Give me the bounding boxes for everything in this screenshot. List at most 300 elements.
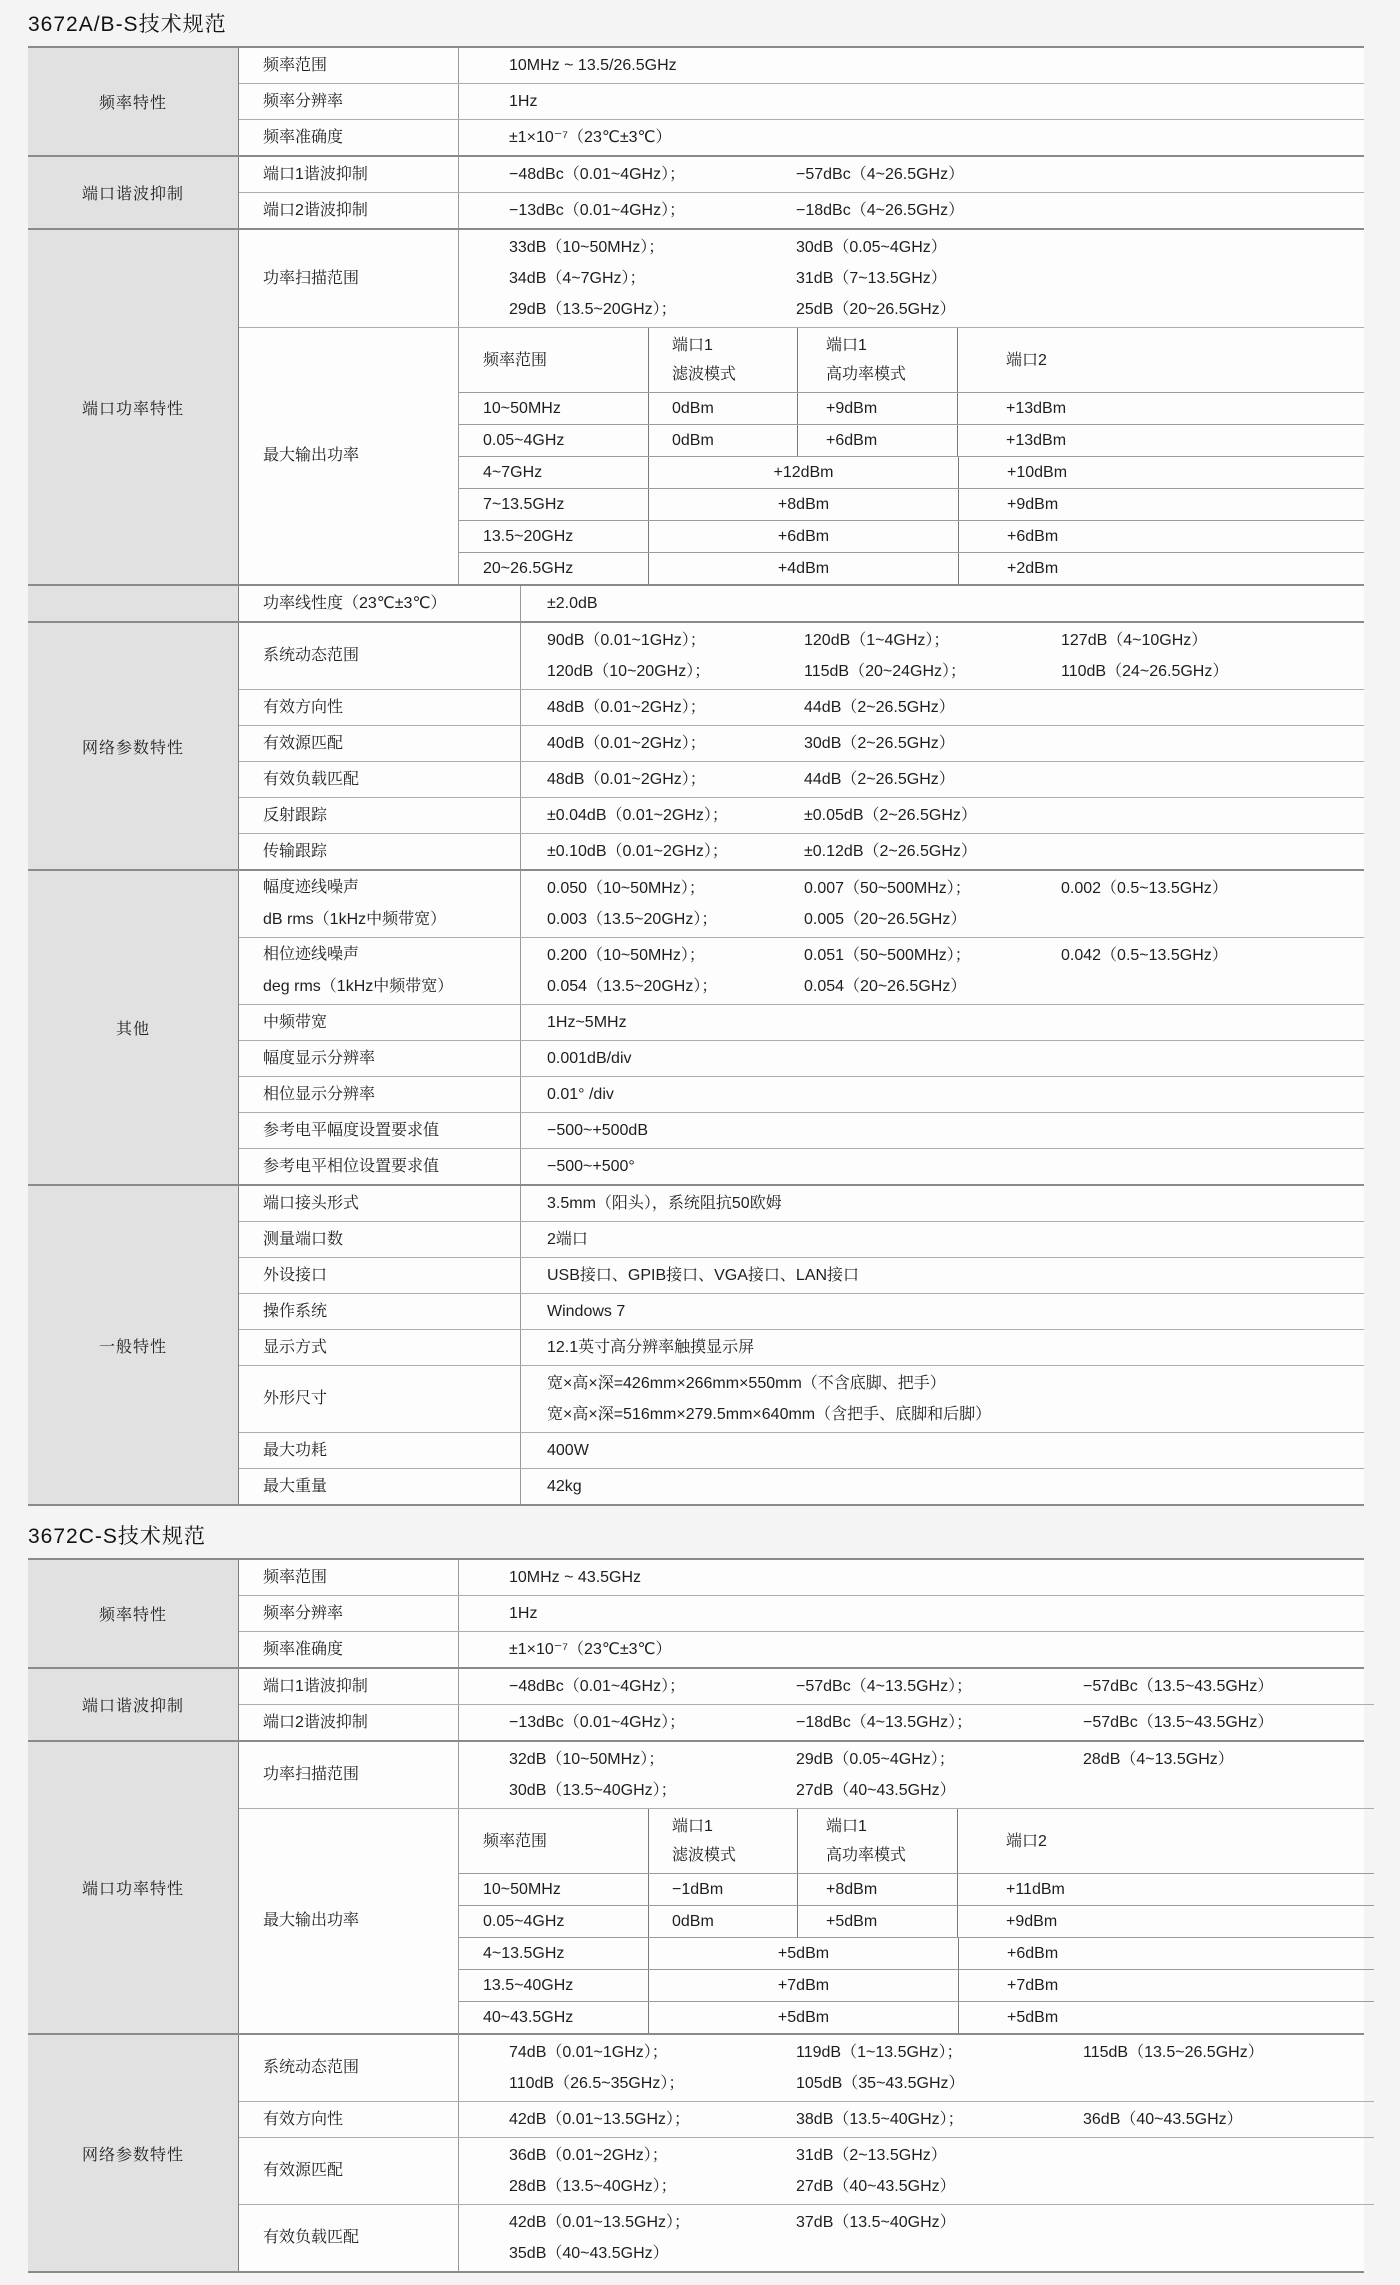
- row-value: [521, 762, 1364, 797]
- spec-row: [239, 1186, 1364, 1221]
- row-label-line: dB rms（1kHz中频带宽）: [263, 911, 447, 928]
- value-line: [509, 50, 1360, 81]
- row-value: [521, 938, 1364, 1004]
- row-label-line: 系统动态范围: [263, 647, 360, 664]
- cell-frequency-range: 13.5~20GHz: [459, 521, 649, 552]
- cell-port2: +13dBm: [1006, 431, 1067, 449]
- value-line: [509, 2068, 1370, 2099]
- spec-row: [239, 833, 1364, 869]
- row-value: [459, 1742, 1374, 1808]
- value-segment: 120dB（1~4GHz）；: [804, 632, 950, 649]
- value-line: [547, 836, 1360, 867]
- spec-table: [28, 1558, 1364, 2273]
- value-segment: 0.001dB/div: [547, 1050, 632, 1067]
- row-label-line: 传输跟踪: [263, 842, 328, 860]
- value-segment: ±0.12dB（2~26.5GHz）: [804, 843, 977, 860]
- subtable-row: [459, 1969, 1374, 2001]
- value-segment: 115dB（20~24GHz）；: [804, 663, 967, 680]
- row-value: [521, 1294, 1364, 1329]
- spec-row: [239, 2137, 1374, 2204]
- cell-frequency-range: 7~13.5GHz: [459, 489, 649, 520]
- value-line: [547, 1471, 1360, 1502]
- row-label-line: 功率扫描范围: [263, 1766, 360, 1783]
- value-segment: −500~+500°: [547, 1158, 635, 1175]
- value-segment: ±1×10⁻⁷（23℃±3℃）: [509, 129, 672, 146]
- spec-row: [239, 1468, 1364, 1504]
- cell-port1-high-power-mode: +8dBm: [798, 1874, 958, 1905]
- value-line: [547, 1043, 1360, 1074]
- value-segment: −57dBc（4~26.5GHz）: [796, 166, 965, 183]
- spec-row: [239, 689, 1364, 725]
- spec-row: [239, 761, 1364, 797]
- value-segment: 10MHz ~ 43.5GHz: [509, 1569, 642, 1586]
- row-label-line: 相位显示分辨率: [263, 1085, 376, 1103]
- subtable-row: [459, 552, 1364, 584]
- value-line: [547, 904, 1360, 935]
- section-label: 频率特性: [28, 48, 239, 155]
- row-label: [239, 1330, 521, 1365]
- row-label: [239, 2035, 459, 2101]
- value-line: [547, 1296, 1360, 1327]
- value-segment: 110dB（24~26.5GHz）: [1061, 663, 1229, 680]
- row-value: [459, 2102, 1374, 2137]
- column-header-line: 滤波模式: [672, 1847, 737, 1864]
- column-header: [798, 328, 958, 392]
- value-segment: ±0.10dB（0.01~2GHz）；: [547, 843, 728, 860]
- value-segment: USB接口、GPIB接口、VGA接口、LAN接口: [547, 1267, 860, 1284]
- cell-port1-high-power-mode: +9dBm: [798, 393, 958, 424]
- cell-port1-filter-mode: 0dBm: [649, 425, 798, 456]
- row-label: [239, 1433, 521, 1468]
- row-label-line: 端口1谐波抑制: [263, 1677, 368, 1695]
- row-label: [239, 834, 521, 869]
- row-label-line: 有效负载匹配: [263, 2229, 360, 2246]
- section-label: [28, 586, 239, 621]
- subtable-row: [459, 520, 1364, 552]
- column-header: [958, 328, 1364, 392]
- value-segment: 44dB（2~26.5GHz）: [804, 699, 955, 716]
- spec-table-block: [28, 10, 1400, 1518]
- row-value: [521, 1149, 1364, 1184]
- row-label-line: 参考电平相位设置要求值: [263, 1157, 440, 1175]
- spec-row: [239, 1221, 1364, 1257]
- value-segment: 0.050（10~50MHz）；: [547, 880, 705, 897]
- row-value: [521, 1005, 1364, 1040]
- row-label: [239, 120, 459, 155]
- table-title: 3672A/B-S技术规范: [28, 13, 227, 36]
- value-segment: −48dBc（0.01~4GHz）；: [509, 166, 686, 183]
- cell-port2: +9dBm: [1007, 495, 1059, 513]
- row-value: [459, 1596, 1364, 1631]
- subtable-header-row: [459, 328, 1364, 392]
- value-line: [547, 1007, 1360, 1038]
- section-harmonic: [28, 1669, 1364, 1742]
- value-segment: ±0.04dB（0.01~2GHz）；: [547, 807, 728, 824]
- value-line: [547, 1115, 1360, 1146]
- row-value: [521, 1433, 1364, 1468]
- value-line: [509, 1598, 1360, 1629]
- subtable-row: [459, 1905, 1374, 1937]
- section-label: 网络参数特性: [28, 623, 239, 869]
- value-segment: 10MHz ~ 13.5/26.5GHz: [509, 57, 677, 74]
- value-segment: 400W: [547, 1442, 589, 1459]
- value-segment: 35dB（40~43.5GHz）: [509, 2245, 669, 2262]
- spec-row: [239, 871, 1364, 937]
- value-segment: 28dB（13.5~40GHz）；: [509, 2178, 677, 2195]
- value-segment: −57dBc（13.5~43.5GHz）: [1083, 1714, 1274, 1731]
- row-value: [521, 1366, 1364, 1432]
- spec-row: [239, 937, 1364, 1004]
- row-label: [239, 798, 521, 833]
- row-value: [521, 871, 1364, 937]
- subtable-row: [459, 424, 1364, 456]
- section-label: 端口功率特性: [28, 1742, 239, 2033]
- row-value: [521, 1113, 1364, 1148]
- spec-row: [239, 192, 1364, 228]
- value-segment: 12.1英寸高分辨率触摸显示屏: [547, 1339, 755, 1356]
- row-label-line: 最大功耗: [263, 1441, 328, 1459]
- row-value: [459, 84, 1364, 119]
- section-rows: [239, 871, 1364, 1184]
- spec-row: [239, 157, 1364, 192]
- row-value: [459, 48, 1364, 83]
- spec-row: [239, 623, 1364, 689]
- section-label: 网络参数特性: [28, 2035, 239, 2271]
- row-label: [239, 1005, 521, 1040]
- row-label: [239, 1560, 459, 1595]
- value-line: [509, 2104, 1370, 2135]
- value-segment: 0.051（50~500MHz）；: [804, 947, 971, 964]
- section-other: [28, 871, 1364, 1186]
- cell-frequency-range: 4~7GHz: [459, 457, 649, 488]
- value-segment: 25dB（20~26.5GHz）: [796, 301, 956, 318]
- row-label-line: 最大输出功率: [263, 1912, 360, 1929]
- column-header: [649, 328, 798, 392]
- value-segment: 110dB（26.5~35GHz）；: [509, 2075, 685, 2092]
- row-value: [459, 1632, 1364, 1667]
- column-header-line: 高功率模式: [826, 366, 907, 383]
- value-segment: 27dB（40~43.5GHz）: [796, 2178, 956, 2195]
- spec-row: [239, 1365, 1364, 1432]
- section-general: [28, 1186, 1364, 1506]
- value-segment: 48dB（0.01~2GHz）；: [547, 771, 706, 788]
- row-label-line: 有效负载匹配: [263, 770, 360, 788]
- value-line: [509, 1634, 1360, 1665]
- row-label: [239, 1705, 459, 1740]
- cell-port2: +2dBm: [1007, 559, 1059, 577]
- value-segment: 0.007（50~500MHz）；: [804, 880, 971, 897]
- value-segment: 120dB（10~20GHz）；: [547, 663, 711, 680]
- cell-port2: +5dBm: [1007, 2008, 1059, 2026]
- column-header-line: 端口2: [1006, 351, 1047, 369]
- value-line: [509, 2207, 1370, 2238]
- section-frequency: [28, 48, 1364, 157]
- cell-port1-filter-mode: 0dBm: [649, 1906, 798, 1937]
- section-rows: [239, 230, 1364, 584]
- row-value: [521, 690, 1364, 725]
- spec-row: [239, 1040, 1364, 1076]
- column-header-line: 频率范围: [483, 351, 548, 369]
- value-segment: 27dB（40~43.5GHz）: [796, 1782, 956, 1799]
- spec-row: [239, 230, 1364, 327]
- section-network: [28, 623, 1364, 871]
- row-value: [521, 1469, 1364, 1504]
- row-label-line: 频率范围: [263, 1568, 328, 1586]
- row-label-line: 功率扫描范围: [263, 269, 360, 287]
- row-label: [239, 157, 459, 192]
- spec-row: [239, 1257, 1364, 1293]
- subtable-row: [459, 2001, 1374, 2033]
- value-segment: ±0.05dB（2~26.5GHz）: [804, 807, 977, 824]
- column-header-line: 端口1: [826, 337, 867, 354]
- column-header: [958, 1809, 1374, 1873]
- spec-row: [239, 1076, 1364, 1112]
- row-label: [239, 1186, 521, 1221]
- value-segment: ±2.0dB: [547, 595, 598, 612]
- value-segment: 30dB（13.5~40GHz）；: [509, 1782, 677, 1799]
- value-line: [509, 1707, 1370, 1738]
- value-segment: −48dBc（0.01~4GHz）；: [509, 1678, 686, 1695]
- subtable-row: [459, 392, 1364, 424]
- section-port-power: [28, 230, 1364, 586]
- section-rows: [239, 586, 1364, 621]
- value-segment: 33dB（10~50MHz）；: [509, 239, 665, 256]
- value-segment: ±1×10⁻⁷（23℃±3℃）: [509, 1641, 672, 1658]
- row-value: [521, 834, 1364, 869]
- column-header: [649, 1809, 798, 1873]
- row-value: [521, 726, 1364, 761]
- spec-row: [239, 797, 1364, 833]
- value-line: [547, 764, 1360, 795]
- spec-row: [239, 1293, 1364, 1329]
- section-label: 端口谐波抑制: [28, 157, 239, 228]
- value-line: [547, 1399, 1360, 1430]
- row-label: [239, 1294, 521, 1329]
- cell-port2: +13dBm: [1006, 399, 1067, 417]
- cell-port2: +11dBm: [1006, 1880, 1065, 1898]
- row-label: [239, 1149, 521, 1184]
- spec-row: [239, 725, 1364, 761]
- value-line: [547, 656, 1360, 687]
- row-label: [239, 1742, 459, 1808]
- section-rows: [239, 623, 1364, 869]
- row-label-line: 相位迹线噪声: [263, 946, 360, 963]
- value-line: [547, 1188, 1360, 1219]
- subtable-header-row: [459, 1809, 1374, 1873]
- value-segment: 32dB（10~50MHz）；: [509, 1751, 665, 1768]
- value-segment: 宽×高×深=426mm×266mm×550mm（不含底脚、把手）: [547, 1375, 946, 1392]
- value-line: [547, 1079, 1360, 1110]
- spec-row: [239, 2204, 1374, 2271]
- value-line: [547, 940, 1360, 971]
- row-label-line: 反射跟踪: [263, 806, 328, 824]
- spec-row: [239, 1631, 1364, 1667]
- cell-port1-merged: +5dBm: [649, 2002, 959, 2033]
- value-segment: 42dB（0.01~13.5GHz）；: [509, 2214, 690, 2231]
- cell-frequency-range: 0.05~4GHz: [459, 425, 649, 456]
- table-gap: [28, 2273, 1400, 2285]
- row-label-line: 端口1谐波抑制: [263, 165, 368, 183]
- cell-port1-merged: +12dBm: [649, 457, 959, 488]
- value-line: [547, 588, 1360, 619]
- cell-port2: +10dBm: [1007, 463, 1068, 481]
- cell-port2: +9dBm: [1006, 1912, 1058, 1930]
- section-rows: [239, 48, 1364, 155]
- spec-row: [239, 1432, 1364, 1468]
- value-line: [547, 625, 1360, 656]
- cell-port2: +6dBm: [1007, 1944, 1059, 1962]
- spec-row: [239, 1112, 1364, 1148]
- value-segment: 44dB（2~26.5GHz）: [804, 771, 955, 788]
- row-label-line: 最大输出功率: [263, 447, 360, 464]
- column-header: [459, 1809, 649, 1873]
- row-label: [239, 2102, 459, 2137]
- value-segment: 127dB（4~10GHz）: [1061, 632, 1208, 649]
- value-segment: 30dB（0.05~4GHz）: [796, 239, 947, 256]
- value-segment: 0.002（0.5~13.5GHz）: [1061, 880, 1228, 897]
- row-value: [459, 230, 1364, 327]
- subtable-row: [459, 488, 1364, 520]
- row-label: [239, 726, 521, 761]
- row-label: [239, 586, 521, 621]
- row-value: [459, 157, 1364, 192]
- value-line: [509, 1671, 1370, 1702]
- value-segment: 30dB（2~26.5GHz）: [804, 735, 955, 752]
- row-value: [521, 1222, 1364, 1257]
- column-header-line: 高功率模式: [826, 1847, 907, 1864]
- section-label: 其他: [28, 871, 239, 1184]
- row-label-line: 功率线性度（23℃±3℃）: [263, 594, 447, 612]
- row-label: [239, 328, 459, 584]
- cell-frequency-range: 10~50MHz: [459, 393, 649, 424]
- section-port-power: [28, 1742, 1364, 2035]
- row-label-line: 显示方式: [263, 1338, 328, 1356]
- row-label: [239, 938, 521, 1004]
- spec-row: [239, 83, 1364, 119]
- spec-row: [239, 2101, 1374, 2137]
- cell-frequency-range: 10~50MHz: [459, 1874, 649, 1905]
- cell-frequency-range: 4~13.5GHz: [459, 1938, 649, 1969]
- value-line: [509, 2171, 1370, 2202]
- value-line: [509, 159, 1360, 190]
- column-header-line: 端口1: [672, 1818, 713, 1835]
- spec-row: [239, 1595, 1364, 1631]
- cell-port1-merged: +4dBm: [649, 553, 959, 584]
- table-title: 3672C-S技术规范: [28, 1525, 206, 1548]
- section-rows: [239, 1669, 1374, 1740]
- table-gap: [28, 1506, 1400, 1518]
- value-segment: 0.003（13.5~20GHz）；: [547, 911, 718, 928]
- spec-row: [239, 1004, 1364, 1040]
- spec-tables-container: [28, 10, 1400, 2285]
- value-line: [509, 1744, 1370, 1775]
- column-header-line: 端口1: [672, 337, 713, 354]
- max-output-power-row: [239, 327, 1364, 584]
- row-label: [239, 1077, 521, 1112]
- spec-row: [239, 119, 1364, 155]
- row-label-line: 有效方向性: [263, 698, 344, 716]
- row-label: [239, 2205, 459, 2271]
- value-line: [547, 971, 1360, 1002]
- value-line: [509, 195, 1360, 226]
- cell-frequency-range: 20~26.5GHz: [459, 553, 649, 584]
- value-segment: −57dBc（4~13.5GHz）；: [796, 1678, 973, 1695]
- row-value: [459, 1669, 1374, 1704]
- spec-table-block: [28, 1522, 1400, 2285]
- row-label-line: 频率范围: [263, 56, 328, 74]
- row-label: [239, 1258, 521, 1293]
- spec-row: [239, 1560, 1364, 1595]
- row-value: [521, 586, 1364, 621]
- row-label-line: 端口2谐波抑制: [263, 201, 368, 219]
- spec-row: [239, 1742, 1374, 1808]
- row-label: [239, 84, 459, 119]
- row-label-line: 最大重量: [263, 1477, 328, 1495]
- value-segment: 1Hz: [509, 1605, 538, 1622]
- row-label-line: 外设接口: [263, 1266, 328, 1284]
- value-line: [509, 86, 1360, 117]
- row-label: [239, 193, 459, 228]
- section-harmonic: [28, 157, 1364, 230]
- value-segment: 74dB（0.01~1GHz）；: [509, 2044, 668, 2061]
- value-segment: 0.042（0.5~13.5GHz）: [1061, 947, 1228, 964]
- value-line: [547, 1332, 1360, 1363]
- section-rows: [239, 1742, 1374, 2033]
- row-label-line: 中频带宽: [263, 1013, 328, 1031]
- row-label: [239, 1669, 459, 1704]
- value-segment: 29dB（13.5~20GHz）；: [509, 301, 677, 318]
- spec-row: [239, 1148, 1364, 1184]
- value-line: [509, 263, 1360, 294]
- cell-port1-merged: +6dBm: [649, 521, 959, 552]
- row-label-line: 幅度迹线噪声: [263, 879, 360, 896]
- section-frequency: [28, 1560, 1364, 1669]
- cell-frequency-range: 40~43.5GHz: [459, 2002, 649, 2033]
- value-line: [547, 1151, 1360, 1182]
- row-label-line: 参考电平幅度设置要求值: [263, 1121, 440, 1139]
- row-value: [459, 193, 1364, 228]
- cell-frequency-range: 13.5~40GHz: [459, 1970, 649, 2001]
- section-rows: [239, 2035, 1374, 2271]
- value-segment: 1Hz: [509, 93, 538, 110]
- spec-row: [239, 2035, 1374, 2101]
- value-segment: 119dB（1~13.5GHz）；: [796, 2044, 963, 2061]
- cell-port1-merged: +5dBm: [649, 1938, 959, 1969]
- row-label: [239, 1596, 459, 1631]
- spec-row: [239, 586, 1364, 621]
- cell-port1-filter-mode: 0dBm: [649, 393, 798, 424]
- value-segment: 3.5mm（阳头），系统阻抗50欧姆: [547, 1195, 782, 1212]
- row-label-line: 系统动态范围: [263, 2059, 360, 2076]
- value-line: [547, 800, 1360, 831]
- value-segment: 29dB（0.05~4GHz）；: [796, 1751, 955, 1768]
- subtable-row: [459, 456, 1364, 488]
- column-header-line: 端口1: [826, 1818, 867, 1835]
- column-header-line: 滤波模式: [672, 366, 737, 383]
- section-rows: [239, 1186, 1364, 1504]
- value-segment: 115dB（13.5~26.5GHz）: [1083, 2044, 1264, 2061]
- row-value: [521, 1258, 1364, 1293]
- section-network: [28, 2035, 1364, 2273]
- value-segment: 0.054（13.5~20GHz）；: [547, 978, 718, 995]
- value-segment: 36dB（40~43.5GHz）: [1083, 2111, 1243, 2128]
- value-segment: 0.01° /div: [547, 1086, 614, 1103]
- value-segment: −18dBc（4~13.5GHz）；: [796, 1714, 973, 1731]
- row-label-line: 测量端口数: [263, 1230, 344, 1248]
- row-value: [521, 623, 1364, 689]
- column-header-line: 端口2: [1006, 1832, 1047, 1850]
- row-label: [239, 2138, 459, 2204]
